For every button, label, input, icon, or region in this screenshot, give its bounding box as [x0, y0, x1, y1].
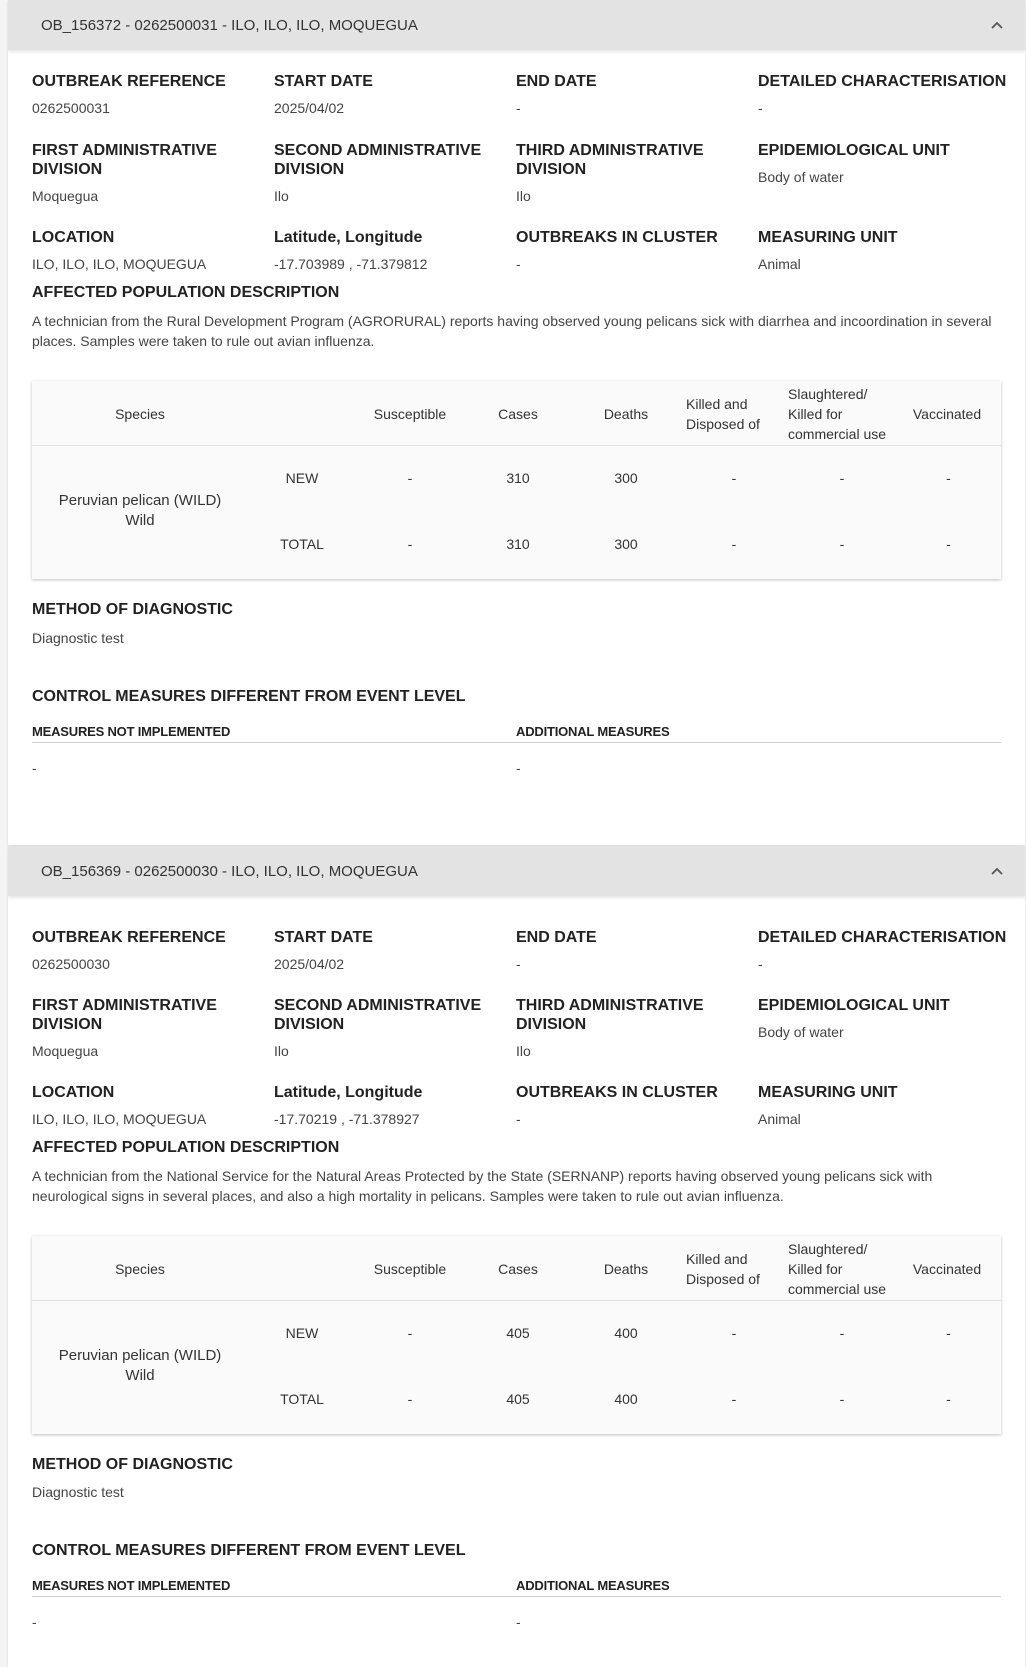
field-label: END DATE	[516, 73, 597, 90]
field-value: -	[758, 100, 763, 116]
field-outbreak-reference	[32, 72, 267, 117]
field-label: MEASURING UNIT	[758, 229, 898, 246]
field-label: THIRD ADMINISTRATIVE DIVISION	[516, 997, 704, 1033]
cell-killed: -	[731, 1391, 737, 1407]
cell-deaths: 400	[614, 1391, 638, 1407]
field-label: FIRST ADMINISTRATIVE DIVISION	[32, 997, 217, 1033]
diagnostic-label: METHOD OF DIAGNOSTIC	[32, 1456, 233, 1473]
field-value: ILO, ILO, ILO, MOQUEGUA	[32, 256, 207, 272]
field-value: -	[516, 956, 521, 972]
th-slaughtered: Slaughtered/ Killed for commercial use	[788, 385, 887, 442]
control-measures-label: CONTROL MEASURES DIFFERENT FROM EVENT LEVEL	[32, 688, 466, 705]
cell-vaccinated: -	[946, 470, 951, 486]
field-second-admin-division	[274, 996, 509, 1060]
field-value: -	[516, 1111, 521, 1127]
cell-susceptible: -	[407, 1391, 413, 1407]
field-end-date	[516, 928, 751, 973]
th-vaccinated: Vaccinated	[912, 405, 982, 422]
th-killed-disposed: Killed and Disposed of	[686, 1250, 760, 1287]
field-label: EPIDEMIOLOGICAL UNIT	[758, 142, 950, 159]
measures-not-implemented-value: -	[32, 760, 37, 776]
field-first-admin-division	[32, 141, 267, 205]
field-value: Ilo	[274, 1043, 289, 1059]
field-value: Moquegua	[32, 1043, 99, 1059]
field-value: Body of water	[758, 169, 844, 185]
field-value: Animal	[758, 256, 801, 272]
quantitative-data-table	[32, 1236, 1001, 1434]
cell-susceptible: -	[407, 536, 413, 552]
field-start-date	[274, 928, 509, 973]
th-slaughtered: Slaughtered/ Killed for commercial use	[788, 1240, 887, 1297]
field-epidemiological-unit	[758, 996, 1018, 1041]
field-end-date	[516, 72, 751, 117]
field-label: SECOND ADMINISTRATIVE DIVISION	[274, 142, 482, 178]
field-label: THIRD ADMINISTRATIVE DIVISION	[516, 142, 704, 178]
field-value: -17.703989 , -71.379812	[274, 256, 428, 272]
field-value: 2025/04/02	[274, 956, 345, 972]
cell-cases: 310	[506, 470, 530, 486]
field-second-admin-division	[274, 141, 509, 205]
field-third-admin-division	[516, 141, 751, 205]
th-susceptible: Susceptible	[373, 405, 447, 422]
th-species: Species	[115, 1260, 165, 1277]
th-deaths: Deaths	[603, 405, 649, 422]
field-label: Latitude, Longitude	[274, 1084, 423, 1101]
outbreak-panel-title: OB_156372 - 0262500031 - ILO, ILO, ILO, MOQUEGUA	[41, 16, 418, 34]
affected-population-label: AFFECTED POPULATION DESCRIPTION	[32, 284, 340, 301]
field-location	[32, 1083, 267, 1128]
field-detailed-characterisation	[758, 928, 1018, 973]
outbreak-panel	[8, 0, 1025, 845]
cell-vaccinated: -	[946, 1325, 951, 1341]
diagnostic-value: Diagnostic test	[32, 630, 124, 646]
additional-measures-label: ADDITIONAL MEASURES	[516, 724, 670, 739]
field-third-admin-division	[516, 996, 751, 1060]
measures-not-implemented-value: -	[32, 1614, 37, 1630]
field-detailed-characterisation	[758, 72, 1018, 117]
field-label: MEASURING UNIT	[758, 1084, 898, 1101]
divider	[32, 742, 1001, 743]
outbreak-panel-header[interactable]	[8, 846, 1025, 896]
field-label: START DATE	[274, 73, 373, 90]
measures-not-implemented-label: MEASURES NOT IMPLEMENTED	[32, 724, 231, 739]
field-lat-long	[274, 228, 509, 273]
species-cell	[32, 1346, 248, 1390]
cell-killed: -	[731, 1325, 737, 1341]
field-value: Ilo	[274, 188, 289, 204]
field-value: Moquegua	[32, 188, 99, 204]
cell-slaughtered: -	[839, 536, 845, 552]
field-value: 0262500031	[32, 100, 110, 116]
cell-vaccinated: -	[946, 1391, 951, 1407]
field-label: FIRST ADMINISTRATIVE DIVISION	[32, 142, 217, 178]
cell-deaths: 300	[614, 536, 638, 552]
cell-cases: 405	[506, 1325, 530, 1341]
field-start-date	[274, 72, 509, 117]
outbreak-panel-header[interactable]	[8, 0, 1025, 50]
field-label: LOCATION	[32, 1084, 115, 1101]
field-label: START DATE	[274, 929, 373, 946]
cell-cases: 405	[506, 1391, 530, 1407]
field-label: OUTBREAK REFERENCE	[32, 929, 226, 946]
th-species: Species	[115, 405, 165, 422]
chevron-up-icon[interactable]	[989, 17, 1005, 33]
field-value: 2025/04/02	[274, 100, 345, 116]
cell-cases: 310	[506, 536, 530, 552]
th-cases: Cases	[498, 1260, 538, 1277]
field-value: Ilo	[516, 188, 531, 204]
field-label: DETAILED CHARACTERISATION	[758, 73, 1007, 90]
field-measuring-unit	[758, 228, 993, 273]
species-type: Wild	[125, 1367, 155, 1384]
table-header	[32, 381, 1001, 446]
cell-susceptible: -	[407, 1325, 413, 1341]
field-label: END DATE	[516, 929, 597, 946]
outbreak-panel-title: OB_156369 - 0262500030 - ILO, ILO, ILO, MOQUEGUA	[41, 862, 418, 880]
chevron-up-icon[interactable]	[989, 863, 1005, 879]
field-first-admin-division	[32, 996, 267, 1060]
field-label: OUTBREAKS IN CLUSTER	[516, 229, 718, 246]
cell-slaughtered: -	[839, 1391, 845, 1407]
field-value: -17.70219 , -71.378927	[274, 1111, 420, 1127]
cell-vaccinated: -	[946, 536, 951, 552]
field-label: Latitude, Longitude	[274, 229, 423, 246]
row-label: NEW	[285, 1325, 319, 1341]
field-value: ILO, ILO, ILO, MOQUEGUA	[32, 1111, 207, 1127]
field-measuring-unit	[758, 1083, 993, 1128]
cell-killed: -	[731, 470, 737, 486]
field-label: SECOND ADMINISTRATIVE DIVISION	[274, 997, 482, 1033]
field-value: Body of water	[758, 1024, 844, 1040]
field-label: LOCATION	[32, 229, 115, 246]
field-epidemiological-unit	[758, 141, 1018, 186]
field-value: Ilo	[516, 1043, 531, 1059]
additional-measures-value: -	[516, 1614, 521, 1630]
measures-not-implemented-label: MEASURES NOT IMPLEMENTED	[32, 1578, 231, 1593]
row-label: TOTAL	[280, 536, 324, 552]
field-value: 0262500030	[32, 956, 110, 972]
species-type: Wild	[125, 512, 155, 529]
row-label: TOTAL	[280, 1391, 324, 1407]
additional-measures-label: ADDITIONAL MEASURES	[516, 1578, 670, 1593]
affected-population-text: A technician from the National Service for the Natural Areas Protected by the State (SERNANP) reports having observed young pelicans sick with neurological signs in several places, and also a high mortality in pelicans. Samples were taken to rule out avian influenza.	[32, 1168, 933, 1204]
diagnostic-value: Diagnostic test	[32, 1484, 124, 1500]
field-location	[32, 228, 267, 273]
cell-slaughtered: -	[839, 470, 845, 486]
th-vaccinated: Vaccinated	[912, 1260, 982, 1277]
field-lat-long	[274, 1083, 509, 1128]
cell-killed: -	[731, 536, 737, 552]
quantitative-data-table	[32, 381, 1001, 579]
field-label: DETAILED CHARACTERISATION	[758, 929, 1007, 946]
th-susceptible: Susceptible	[373, 1260, 447, 1277]
field-outbreaks-in-cluster	[516, 228, 751, 273]
affected-population-label: AFFECTED POPULATION DESCRIPTION	[32, 1139, 340, 1156]
control-measures-label: CONTROL MEASURES DIFFERENT FROM EVENT LEVEL	[32, 1542, 466, 1559]
outbreak-panel	[8, 846, 1025, 1667]
cell-slaughtered: -	[839, 1325, 845, 1341]
affected-population-text: A technician from the Rural Development Program (AGRORURAL) reports having observed young pelicans sick with diarrhea and incoordination in several places. Samples were taken to rule out avian influenza.	[32, 313, 992, 349]
field-value: Animal	[758, 1111, 801, 1127]
species-name: Peruvian pelican (WILD)	[58, 1347, 222, 1364]
species-cell	[32, 491, 248, 535]
additional-measures-value: -	[516, 760, 521, 776]
species-name: Peruvian pelican (WILD)	[58, 492, 222, 509]
th-deaths: Deaths	[603, 1260, 649, 1277]
field-value: -	[516, 100, 521, 116]
cell-deaths: 300	[614, 470, 638, 486]
divider	[32, 1596, 1001, 1597]
cell-susceptible: -	[407, 470, 413, 486]
field-value: -	[516, 256, 521, 272]
cell-deaths: 400	[614, 1325, 638, 1341]
field-value: -	[758, 956, 763, 972]
field-outbreaks-in-cluster	[516, 1083, 751, 1128]
row-label: NEW	[285, 470, 319, 486]
field-label: OUTBREAKS IN CLUSTER	[516, 1084, 718, 1101]
th-cases: Cases	[498, 405, 538, 422]
field-label: OUTBREAK REFERENCE	[32, 73, 226, 90]
field-outbreak-reference	[32, 928, 267, 973]
th-killed-disposed: Killed and Disposed of	[686, 395, 760, 432]
field-label: EPIDEMIOLOGICAL UNIT	[758, 997, 950, 1014]
table-header	[32, 1236, 1001, 1301]
diagnostic-label: METHOD OF DIAGNOSTIC	[32, 601, 233, 618]
